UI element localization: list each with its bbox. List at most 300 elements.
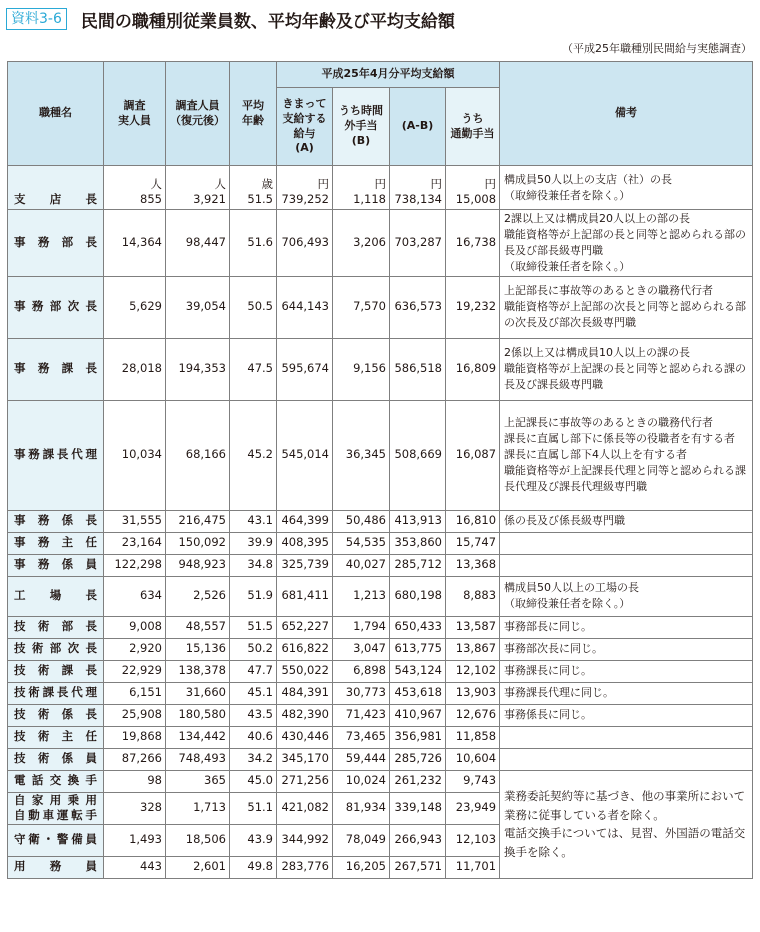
note-cell: 上記課長に事故等のあるときの職務代行者 課長に直属し部下に係長等の役職者を有する者 課長に直属し部下4人以上を有する者 職能資格等が上記課長代理と同等と認められる課長代理及び課長代理級専門職 bbox=[500, 400, 753, 510]
cell-age bbox=[230, 576, 277, 616]
value-pay: 271,256 bbox=[281, 773, 329, 788]
document-badge: 資料3-6 bbox=[6, 8, 67, 30]
cell-restored bbox=[166, 510, 230, 532]
value-pay: 345,170 bbox=[281, 751, 329, 766]
value-commute: 13,368 bbox=[455, 557, 497, 572]
value-age: 51.5 bbox=[247, 192, 273, 207]
cell-actual bbox=[104, 824, 166, 856]
cell-restored bbox=[166, 660, 230, 682]
cell-commute bbox=[446, 682, 500, 704]
cell-restored bbox=[166, 748, 230, 770]
value-actual: 2,920 bbox=[129, 641, 162, 656]
cell-actual bbox=[104, 682, 166, 704]
cell-restored bbox=[166, 616, 230, 638]
value-restored: 68,166 bbox=[185, 447, 226, 462]
cell-overtime bbox=[333, 400, 390, 510]
title-row bbox=[6, 6, 455, 32]
value-diff: 266,943 bbox=[394, 832, 442, 847]
cell-commute bbox=[446, 338, 500, 400]
cell-actual bbox=[104, 856, 166, 878]
cell-commute bbox=[446, 210, 500, 277]
value-pay: 482,390 bbox=[281, 707, 329, 722]
cell-restored bbox=[166, 554, 230, 576]
cell-commute bbox=[446, 824, 500, 856]
value-overtime: 3,206 bbox=[353, 235, 386, 250]
value-actual: 28,018 bbox=[121, 361, 162, 376]
table-row bbox=[8, 682, 753, 704]
value-actual: 6,151 bbox=[129, 685, 162, 700]
value-actual: 122,298 bbox=[114, 557, 162, 572]
cell-restored bbox=[166, 704, 230, 726]
cell-overtime bbox=[333, 276, 390, 338]
value-pay: 545,014 bbox=[281, 447, 329, 462]
table-row bbox=[8, 660, 753, 682]
value-overtime: 9,156 bbox=[353, 361, 386, 376]
note-cell: 構成員50人以上の支店（社）の長 （取締役兼任者を除く。） bbox=[500, 166, 753, 210]
cell-actual bbox=[104, 276, 166, 338]
value-actual: 443 bbox=[140, 859, 162, 874]
header-diff: (A-B) bbox=[390, 88, 446, 166]
cell-restored bbox=[166, 856, 230, 878]
value-overtime: 1,213 bbox=[353, 588, 386, 603]
value-overtime: 10,024 bbox=[345, 773, 386, 788]
value-restored: 1,713 bbox=[193, 800, 226, 815]
value-overtime: 7,570 bbox=[353, 299, 386, 314]
value-diff: 703,287 bbox=[394, 235, 442, 250]
header-age: 平均 年齢 bbox=[230, 62, 277, 166]
cell-actual bbox=[104, 554, 166, 576]
header-job: 職種名 bbox=[8, 62, 104, 166]
note-cell: 2課以上又は構成員20人以上の部の長 職能資格等が上記部の長と同等と認められる部の長及び部長級専門職 （取締役兼任者を除く。） bbox=[500, 210, 753, 277]
job-name: 技術部次長 bbox=[8, 638, 104, 660]
value-age: 43.5 bbox=[247, 707, 273, 722]
value-diff: 356,981 bbox=[394, 729, 442, 744]
value-pay: 408,395 bbox=[281, 535, 329, 550]
cell-overtime bbox=[333, 824, 390, 856]
value-overtime: 40,027 bbox=[345, 557, 386, 572]
cell-commute bbox=[446, 770, 500, 792]
note-cell: 構成員50人以上の工場の長 （取締役兼任者を除く。） bbox=[500, 576, 753, 616]
cell-overtime bbox=[333, 532, 390, 554]
value-diff: 353,860 bbox=[394, 535, 442, 550]
cell-age bbox=[230, 682, 277, 704]
table-row bbox=[8, 510, 753, 532]
cell-overtime bbox=[333, 638, 390, 660]
cell-diff bbox=[390, 824, 446, 856]
value-overtime: 1,118 bbox=[353, 192, 386, 207]
header-pay-group: 平成25年4月分平均支給額 bbox=[277, 62, 500, 88]
value-actual: 634 bbox=[140, 588, 162, 603]
value-age: 34.8 bbox=[247, 557, 273, 572]
value-commute: 16,810 bbox=[455, 513, 497, 528]
cell-actual bbox=[104, 210, 166, 277]
cell-actual bbox=[104, 704, 166, 726]
cell-commute bbox=[446, 576, 500, 616]
cell-overtime bbox=[333, 704, 390, 726]
table-row bbox=[8, 638, 753, 660]
value-restored: 2,601 bbox=[193, 859, 226, 874]
value-pay: 430,446 bbox=[281, 729, 329, 744]
value-age: 40.6 bbox=[247, 729, 273, 744]
value-diff: 586,518 bbox=[394, 361, 442, 376]
value-restored: 365 bbox=[204, 773, 226, 788]
job-name: 事務部次長 bbox=[8, 276, 104, 338]
job-name: 支店長 bbox=[8, 166, 104, 210]
value-diff: 453,618 bbox=[394, 685, 442, 700]
cell-age bbox=[230, 616, 277, 638]
job-name: 技術課長 bbox=[8, 660, 104, 682]
cell-diff bbox=[390, 748, 446, 770]
cell-diff bbox=[390, 576, 446, 616]
cell-age bbox=[230, 400, 277, 510]
value-commute: 13,903 bbox=[455, 685, 497, 700]
value-diff: 410,967 bbox=[394, 707, 442, 722]
value-diff: 650,433 bbox=[394, 619, 442, 634]
value-commute: 10,604 bbox=[455, 751, 497, 766]
value-actual: 14,364 bbox=[121, 235, 162, 250]
value-restored: 48,557 bbox=[185, 619, 226, 634]
value-age: 45.0 bbox=[247, 773, 273, 788]
cell-age bbox=[230, 726, 277, 748]
cell-restored bbox=[166, 532, 230, 554]
cell-diff bbox=[390, 682, 446, 704]
header-actual: 調査 実人員 bbox=[104, 62, 166, 166]
cell-diff bbox=[390, 166, 446, 210]
cell-actual bbox=[104, 510, 166, 532]
cell-commute bbox=[446, 616, 500, 638]
table-row bbox=[8, 276, 753, 338]
cell-pay bbox=[277, 824, 333, 856]
cell-overtime bbox=[333, 576, 390, 616]
cell-pay bbox=[277, 338, 333, 400]
value-restored: 180,580 bbox=[178, 707, 226, 722]
value-overtime: 50,486 bbox=[345, 513, 386, 528]
value-age: 47.7 bbox=[247, 663, 273, 678]
cell-pay bbox=[277, 400, 333, 510]
header-notes: 備考 bbox=[500, 62, 753, 166]
job-name: 事務係長 bbox=[8, 510, 104, 532]
job-name: 守衛・警備員 bbox=[8, 824, 104, 856]
cell-diff bbox=[390, 554, 446, 576]
cell-pay bbox=[277, 276, 333, 338]
cell-commute bbox=[446, 792, 500, 824]
cell-age bbox=[230, 770, 277, 792]
cell-overtime bbox=[333, 726, 390, 748]
value-age: 45.1 bbox=[247, 685, 273, 700]
value-diff: 680,198 bbox=[394, 588, 442, 603]
cell-actual bbox=[104, 400, 166, 510]
value-commute: 13,587 bbox=[455, 619, 497, 634]
value-age: 39.9 bbox=[247, 535, 273, 550]
cell-actual bbox=[104, 792, 166, 824]
cell-diff bbox=[390, 704, 446, 726]
cell-age bbox=[230, 166, 277, 210]
cell-restored bbox=[166, 276, 230, 338]
header-restored: 調査人員 （復元後） bbox=[166, 62, 230, 166]
value-commute: 23,949 bbox=[455, 800, 497, 815]
note-cell: 事務課長代理に同じ。 bbox=[500, 682, 753, 704]
cell-commute bbox=[446, 726, 500, 748]
cell-restored bbox=[166, 824, 230, 856]
value-pay: 681,411 bbox=[281, 588, 329, 603]
job-name: 工場長 bbox=[8, 576, 104, 616]
cell-commute bbox=[446, 276, 500, 338]
cell-commute bbox=[446, 748, 500, 770]
cell-diff bbox=[390, 510, 446, 532]
table-row bbox=[8, 532, 753, 554]
table-row bbox=[8, 704, 753, 726]
value-diff: 267,571 bbox=[394, 859, 442, 874]
cell-pay bbox=[277, 576, 333, 616]
cell-restored bbox=[166, 166, 230, 210]
value-overtime: 59,444 bbox=[345, 751, 386, 766]
value-pay: 344,992 bbox=[281, 832, 329, 847]
job-name: 技術係員 bbox=[8, 748, 104, 770]
cell-overtime bbox=[333, 166, 390, 210]
cell-age bbox=[230, 554, 277, 576]
value-commute: 9,743 bbox=[463, 773, 497, 788]
note-cell: 事務課長に同じ。 bbox=[500, 660, 753, 682]
value-commute: 12,676 bbox=[455, 707, 497, 722]
table-row bbox=[8, 748, 753, 770]
value-restored: 748,493 bbox=[178, 751, 226, 766]
note-cell: 係の長及び係長級専門職 bbox=[500, 510, 753, 532]
value-diff: 508,669 bbox=[394, 447, 442, 462]
value-age: 49.8 bbox=[247, 859, 273, 874]
cell-commute bbox=[446, 856, 500, 878]
value-age: 43.1 bbox=[247, 513, 273, 528]
cell-commute bbox=[446, 532, 500, 554]
value-commute: 11,701 bbox=[455, 859, 497, 874]
value-overtime: 30,773 bbox=[345, 685, 386, 700]
cell-age bbox=[230, 638, 277, 660]
cell-actual bbox=[104, 638, 166, 660]
value-age: 50.2 bbox=[247, 641, 273, 656]
header-commute: うち 通勤手当 bbox=[446, 88, 500, 166]
value-pay: 421,082 bbox=[281, 800, 329, 815]
table-row bbox=[8, 554, 753, 576]
unit-label: 人 bbox=[150, 176, 162, 191]
cell-overtime bbox=[333, 510, 390, 532]
header-pay: きまって 支給する 給与 (A) bbox=[277, 88, 333, 166]
table-row bbox=[8, 166, 753, 210]
value-restored: 150,092 bbox=[178, 535, 226, 550]
page-title: 民間の職種別従業員数、平均年齢及び平均支給額 bbox=[80, 11, 455, 32]
value-diff: 285,726 bbox=[394, 751, 442, 766]
cell-overtime bbox=[333, 682, 390, 704]
value-commute: 15,747 bbox=[455, 535, 497, 550]
cell-commute bbox=[446, 660, 500, 682]
cell-actual bbox=[104, 748, 166, 770]
cell-pay bbox=[277, 682, 333, 704]
cell-age bbox=[230, 856, 277, 878]
value-overtime: 78,049 bbox=[345, 832, 386, 847]
value-restored: 31,660 bbox=[185, 685, 226, 700]
value-actual: 19,868 bbox=[121, 729, 162, 744]
cell-commute bbox=[446, 704, 500, 726]
value-restored: 39,054 bbox=[185, 299, 226, 314]
value-commute: 16,087 bbox=[455, 447, 497, 462]
cell-pay bbox=[277, 704, 333, 726]
cell-pay bbox=[277, 770, 333, 792]
cell-pay bbox=[277, 510, 333, 532]
header-overtime: うち時間 外手当 (B) bbox=[333, 88, 390, 166]
table-row bbox=[8, 338, 753, 400]
value-pay: 283,776 bbox=[281, 859, 329, 874]
value-diff: 738,134 bbox=[394, 192, 442, 207]
value-age: 45.2 bbox=[247, 447, 273, 462]
cell-restored bbox=[166, 338, 230, 400]
cell-pay bbox=[277, 726, 333, 748]
job-name: 事務主任 bbox=[8, 532, 104, 554]
cell-diff bbox=[390, 638, 446, 660]
cell-restored bbox=[166, 638, 230, 660]
cell-overtime bbox=[333, 748, 390, 770]
value-pay: 595,674 bbox=[281, 361, 329, 376]
cell-age bbox=[230, 704, 277, 726]
cell-actual bbox=[104, 338, 166, 400]
value-commute: 19,232 bbox=[455, 299, 497, 314]
cell-pay bbox=[277, 554, 333, 576]
value-pay: 652,227 bbox=[281, 619, 329, 634]
value-actual: 87,266 bbox=[121, 751, 162, 766]
value-restored: 194,353 bbox=[178, 361, 226, 376]
job-name: 技術課長代理 bbox=[8, 682, 104, 704]
value-overtime: 1,794 bbox=[353, 619, 386, 634]
value-overtime: 16,205 bbox=[345, 859, 386, 874]
cell-overtime bbox=[333, 554, 390, 576]
table-row bbox=[8, 576, 753, 616]
value-overtime: 73,465 bbox=[345, 729, 386, 744]
value-age: 51.9 bbox=[247, 588, 273, 603]
table-row bbox=[8, 770, 753, 792]
cell-pay bbox=[277, 616, 333, 638]
table-row bbox=[8, 726, 753, 748]
note-cell bbox=[500, 726, 753, 748]
cell-diff bbox=[390, 276, 446, 338]
value-overtime: 71,423 bbox=[345, 707, 386, 722]
cell-restored bbox=[166, 400, 230, 510]
cell-actual bbox=[104, 660, 166, 682]
value-actual: 855 bbox=[140, 192, 162, 207]
note-cell bbox=[500, 532, 753, 554]
note-cell bbox=[500, 554, 753, 576]
cell-overtime bbox=[333, 660, 390, 682]
table-row bbox=[8, 616, 753, 638]
cell-commute bbox=[446, 400, 500, 510]
job-name: 自家用乗用 自動車運転手 bbox=[8, 792, 104, 824]
cell-pay bbox=[277, 792, 333, 824]
value-age: 34.2 bbox=[247, 751, 273, 766]
value-actual: 98 bbox=[147, 773, 162, 788]
cell-pay bbox=[277, 638, 333, 660]
cell-restored bbox=[166, 682, 230, 704]
value-commute: 15,008 bbox=[455, 192, 497, 207]
cell-overtime bbox=[333, 856, 390, 878]
value-age: 47.5 bbox=[247, 361, 273, 376]
cell-diff bbox=[390, 400, 446, 510]
value-actual: 9,008 bbox=[129, 619, 162, 634]
salary-table bbox=[7, 61, 753, 879]
value-commute: 12,103 bbox=[455, 832, 497, 847]
cell-age bbox=[230, 748, 277, 770]
cell-actual bbox=[104, 726, 166, 748]
value-overtime: 36,345 bbox=[345, 447, 386, 462]
cell-commute bbox=[446, 510, 500, 532]
table-row bbox=[8, 400, 753, 510]
cell-overtime bbox=[333, 210, 390, 277]
value-restored: 15,136 bbox=[185, 641, 226, 656]
cell-diff bbox=[390, 856, 446, 878]
value-commute: 11,858 bbox=[455, 729, 497, 744]
value-pay: 739,252 bbox=[281, 192, 329, 207]
value-pay: 484,391 bbox=[281, 685, 329, 700]
value-overtime: 54,535 bbox=[345, 535, 386, 550]
value-pay: 325,739 bbox=[281, 557, 329, 572]
cell-age bbox=[230, 210, 277, 277]
job-name: 用務員 bbox=[8, 856, 104, 878]
value-restored: 138,378 bbox=[178, 663, 226, 678]
cell-pay bbox=[277, 210, 333, 277]
cell-diff bbox=[390, 792, 446, 824]
value-pay: 644,143 bbox=[281, 299, 329, 314]
value-actual: 328 bbox=[140, 800, 162, 815]
value-commute: 16,809 bbox=[455, 361, 497, 376]
cell-diff bbox=[390, 532, 446, 554]
value-overtime: 6,898 bbox=[353, 663, 386, 678]
value-pay: 706,493 bbox=[281, 235, 329, 250]
cell-diff bbox=[390, 338, 446, 400]
value-pay: 616,822 bbox=[281, 641, 329, 656]
cell-restored bbox=[166, 792, 230, 824]
note-cell: 事務係長に同じ。 bbox=[500, 704, 753, 726]
value-diff: 543,124 bbox=[394, 663, 442, 678]
cell-actual bbox=[104, 616, 166, 638]
value-actual: 31,555 bbox=[121, 513, 162, 528]
job-name: 事務部長 bbox=[8, 210, 104, 277]
cell-age bbox=[230, 792, 277, 824]
cell-overtime bbox=[333, 616, 390, 638]
cell-overtime bbox=[333, 792, 390, 824]
cell-diff bbox=[390, 210, 446, 277]
cell-age bbox=[230, 660, 277, 682]
cell-pay bbox=[277, 532, 333, 554]
job-name: 事務課長代理 bbox=[8, 400, 104, 510]
unit-label: 円 bbox=[374, 176, 386, 191]
value-commute: 12,102 bbox=[455, 663, 497, 678]
value-restored: 134,442 bbox=[178, 729, 226, 744]
value-actual: 25,908 bbox=[121, 707, 162, 722]
value-commute: 16,738 bbox=[455, 235, 497, 250]
cell-age bbox=[230, 532, 277, 554]
value-diff: 613,775 bbox=[394, 641, 442, 656]
cell-pay bbox=[277, 856, 333, 878]
cell-actual bbox=[104, 576, 166, 616]
note-cell: 事務部次長に同じ。 bbox=[500, 638, 753, 660]
cell-restored bbox=[166, 210, 230, 277]
value-diff: 636,573 bbox=[394, 299, 442, 314]
unit-label: 円 bbox=[317, 176, 329, 191]
value-commute: 8,883 bbox=[463, 588, 497, 603]
value-restored: 948,923 bbox=[178, 557, 226, 572]
unit-label: 人 bbox=[214, 176, 226, 191]
source-note: （平成25年職種別民間給与実態調査） bbox=[562, 42, 752, 55]
table-body bbox=[8, 166, 753, 879]
value-commute: 13,867 bbox=[455, 641, 497, 656]
cell-diff bbox=[390, 770, 446, 792]
table-row bbox=[8, 210, 753, 277]
note-cell: 事務部長に同じ。 bbox=[500, 616, 753, 638]
